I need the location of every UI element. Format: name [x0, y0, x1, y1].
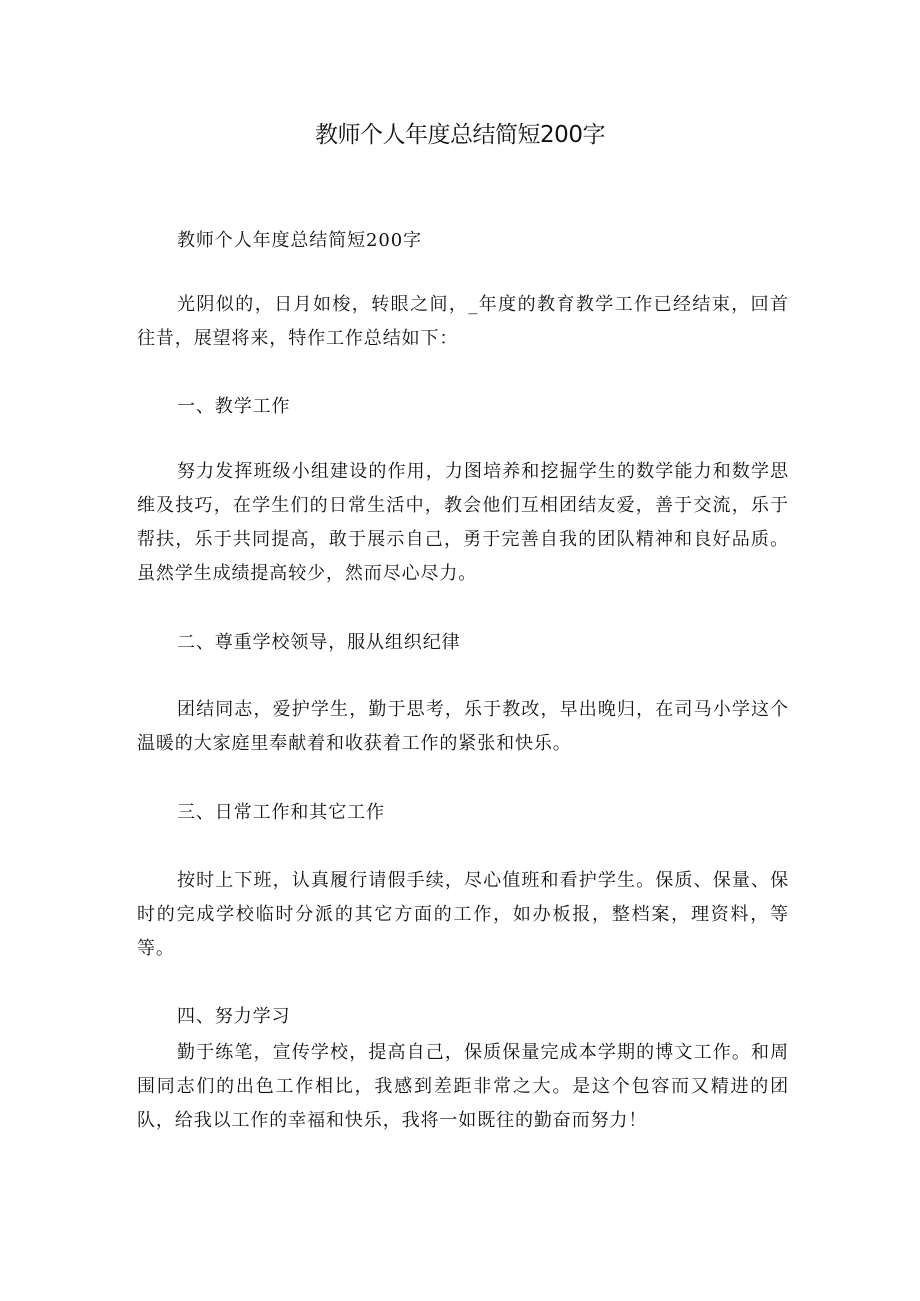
section-heading-study: 四、努力学习 — [177, 1006, 291, 1027]
section-heading-discipline: 二、尊重学校领导，服从组织纪律 — [177, 632, 461, 653]
section-body-study: 勤于练笔，宣传学校，提高自己，保质保量完成本学期的博文工作。和周围同志们的出色工作相比，我感到差距非常之大。是这个包容而又精进的团队，给我以工作的幸福和快乐，我将一如既往的勤奋而努力！ — [137, 1042, 789, 1131]
section-heading-teaching: 一、教学工作 — [177, 396, 291, 417]
document-title: 教师个人年度总结简短200字 — [315, 122, 605, 148]
section-body-teaching: 努力发挥班级小组建设的作用，力图培养和挖掘学生的数学能力和数学思维及技巧，在学生们的日常生活中，教会他们互相团结友爱，善于交流，乐于帮扶，乐于共同提高，敢于展示自己，勇于完善自我的团队精神和良好品质。虽然学生成绩提高较少，然而尽心尽力。 — [137, 461, 789, 584]
document-subtitle: 教师个人年度总结简短200字 — [177, 230, 422, 251]
section-body-daily-work: 按时上下班，认真履行请假手续，尽心值班和看护学生。保质、保量、保时的完成学校临时分派的其它方面的工作，如办板报，整档案，理资料，等等。 — [137, 870, 789, 959]
section-body-discipline: 团结同志，爱护学生，勤于思考，乐于教改，早出晚归，在司马小学这个温暖的大家庭里奉献着和收获着工作的紧张和快乐。 — [137, 699, 789, 754]
intro-paragraph: 光阴似的，日月如梭，转眼之间，_年度的教育教学工作已经结束，回首往昔，展望将来，特作工作总结如下： — [137, 294, 789, 349]
section-heading-daily-work: 三、日常工作和其它工作 — [177, 802, 385, 823]
